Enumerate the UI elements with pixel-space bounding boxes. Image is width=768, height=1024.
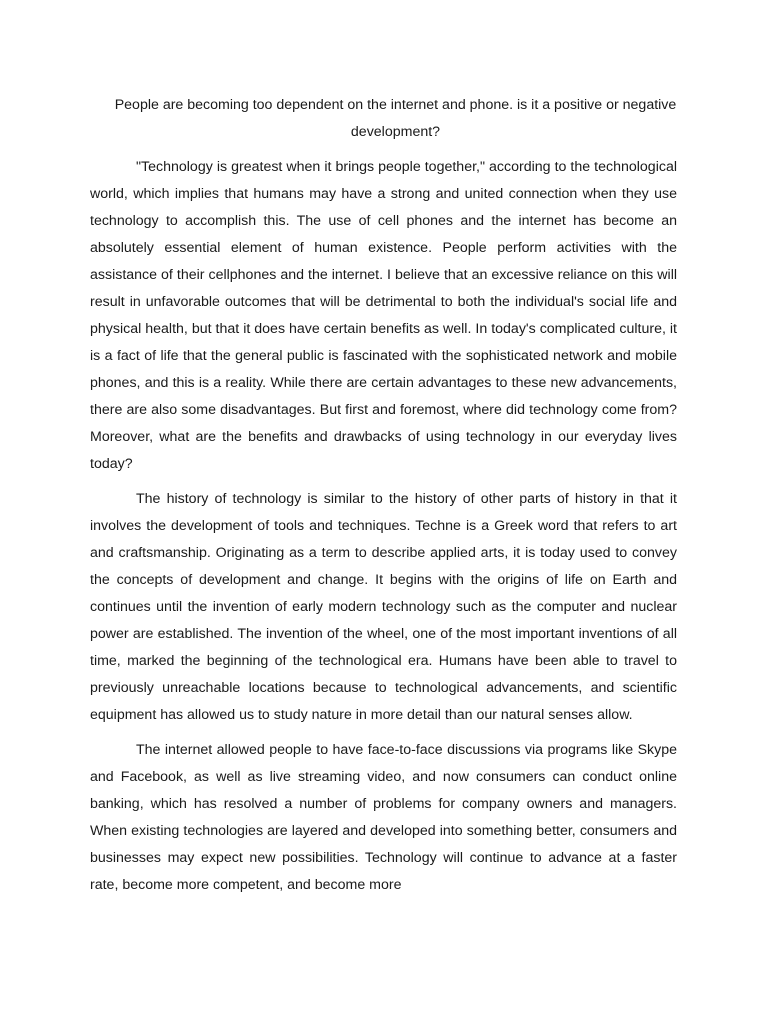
paragraph-1: "Technology is greatest when it brings people together," according to the technological world, which implies that humans may have a strong and united connection when they use technology to accomplish this. The use of cell phones and the internet has become an absolutely essential element of human existence. People perform activities with the assistance of their cellphones and the internet. I believe that an excessive reliance on this will result in unfavorable outcomes that will be detrimental to both the individual's social life and physical health, but that it does have certain benefits as well. In today's complicated culture, it is a fact of life that the general public is fascinated with the sophisticated network and mobile phones, and this is a reality. While there are certain advantages to these new advancements, there are also some disadvantages. But first and foremost, where did technology come from? Moreover, what are the benefits and drawbacks of using technology in our everyday lives today? [90, 159, 677, 472]
document-body [90, 92, 677, 907]
paragraph-2: The history of technology is similar to the history of other parts of history in that it involves the development of tools and techniques. Techne is a Greek word that refers to art and craftsmanship. Originating as a term to describe applied arts, it is today used to convey the concepts of development and change. It begins with the origins of life on Earth and continues until the invention of early modern technology such as the computer and nuclear power are established. The invention of the wheel, one of the most important inventions of all time, marked the beginning of the technological era. Humans have been able to travel to previously unreachable locations because to technological advancements, and scientific equipment has allowed us to study nature in more detail than our natural senses allow. [90, 491, 677, 723]
paragraph-3: The internet allowed people to have face-to-face discussions via programs like Skype and Facebook, as well as live streaming video, and now consumers can conduct online banking, which has resolved a number of problems for company owners and managers. When existing technologies are layered and developed into something better, consumers and businesses may expect new possibilities. Technology will continue to advance at a faster rate, become more competent, and become more [90, 742, 677, 893]
essay-title: People are becoming too dependent on the internet and phone. is it a positive or negative development? [114, 97, 677, 140]
